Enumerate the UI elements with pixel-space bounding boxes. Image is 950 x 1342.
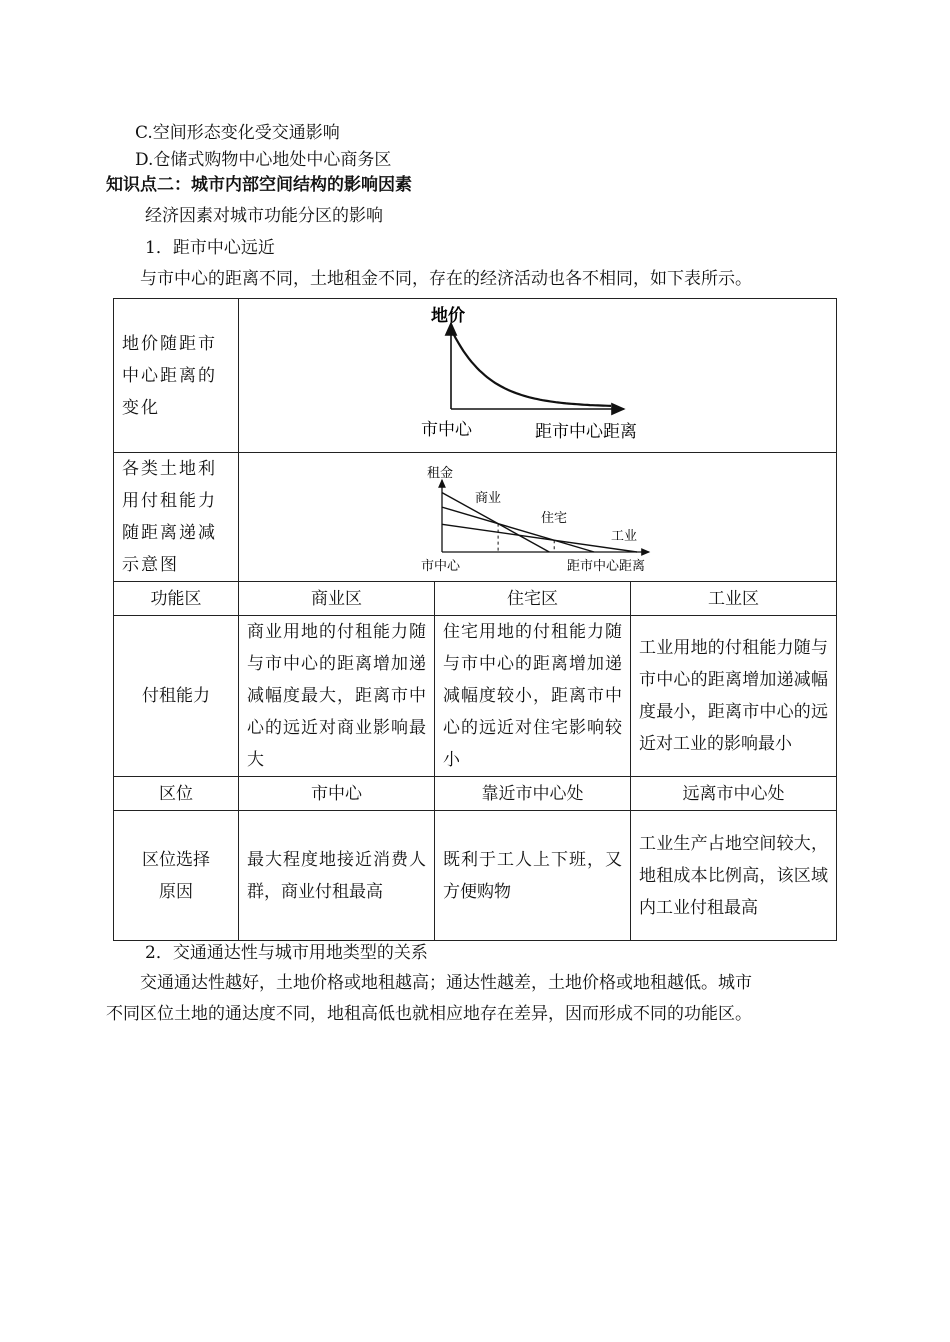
row-rent-ability (114, 616, 837, 777)
item-2-heading: 2．交通通达性与城市用地类型的关系 (145, 943, 428, 963)
item-1-heading: 1．距市中心远近 (145, 238, 275, 258)
label-land-price: 地价随距市中心距离的变化 (114, 299, 239, 453)
paragraph-line-1: 交通通达性越好，土地价格或地租越高；通达性越差，土地价格或地租越低。城市 (140, 973, 752, 993)
header-commercial: 商业区 (239, 582, 435, 616)
option-d: D.仓储式购物中心地处中心商务区 (135, 150, 392, 170)
rent-line-1 (442, 507, 594, 552)
location-residential: 靠近市中心处 (435, 777, 631, 811)
rent-line-2 (442, 524, 637, 552)
rent-commercial: 商业用地的付租能力随与市中心的距离增加递减幅度最大，距离市中心的远近对商业影响最大 (239, 616, 435, 777)
land-price-chart-cell (239, 299, 837, 453)
row-reason (114, 811, 837, 941)
header-function-zone: 功能区 (114, 582, 239, 616)
intro-paragraph: 与市中心的距离不同，土地租金不同，存在的经济活动也各不相同，如下表所示。 (140, 269, 752, 289)
rent-chart (239, 456, 835, 578)
lp-y-label: 地价 (431, 305, 465, 326)
lp-origin-label: 市中心 (421, 419, 472, 440)
paragraph-line-2: 不同区位土地的通达度不同，地租高低也就相应地存在差异，因而形成不同的功能区。 (106, 1004, 752, 1024)
label-rent-ability: 付租能力 (114, 616, 239, 777)
location-industrial: 远离市中心处 (631, 777, 837, 811)
section-subtitle: 经济因素对城市功能分区的影响 (145, 206, 383, 226)
lp-x-label: 距市中心距离 (535, 421, 637, 442)
location-commercial: 市中心 (239, 777, 435, 811)
reason-industrial: 工业生产占地空间较大，地租成本比例高，该区域内工业付租最高 (631, 811, 837, 941)
rent-origin-label: 市中心 (421, 559, 461, 574)
label-reason: 区位选择原因 (114, 811, 239, 941)
label-rent-chart: 各类土地利用付租能力随距离递减示意图 (114, 453, 239, 582)
land-price-chart (239, 301, 835, 451)
option-c: C.空间形态变化受交通影响 (135, 123, 340, 143)
rent-residential: 住宅用地的付租能力随与市中心的距离增加递减幅度较小，距离市中心的远近对住宅影响较小 (435, 616, 631, 777)
series-label-commercial: 商业 (475, 491, 502, 506)
land-use-table (113, 298, 837, 941)
row-location (114, 777, 837, 811)
reason-residential: 既利于工人上下班，又方便购物 (435, 811, 631, 941)
section-title: 知识点二：城市内部空间结构的影响因素 (106, 175, 412, 195)
rent-chart-cell (239, 453, 837, 582)
row-header (114, 582, 837, 616)
rent-industrial: 工业用地的付租能力随与市中心的距离增加递减幅度最小，距离市中心的远近对工业的影响最小 (631, 616, 837, 777)
label-location: 区位 (114, 777, 239, 811)
reason-commercial: 最大程度地接近消费人群，商业付租最高 (239, 811, 435, 941)
row-land-price (114, 299, 837, 453)
header-residential: 住宅区 (435, 582, 631, 616)
header-industrial: 工业区 (631, 582, 837, 616)
land-price-curve (453, 333, 611, 406)
row-rent-chart (114, 453, 837, 582)
series-label-industrial: 工业 (611, 529, 638, 544)
rent-x-label: 距市中心距离 (567, 559, 646, 574)
rent-y-label: 租金 (427, 466, 454, 481)
series-label-residential: 住宅 (541, 511, 568, 526)
